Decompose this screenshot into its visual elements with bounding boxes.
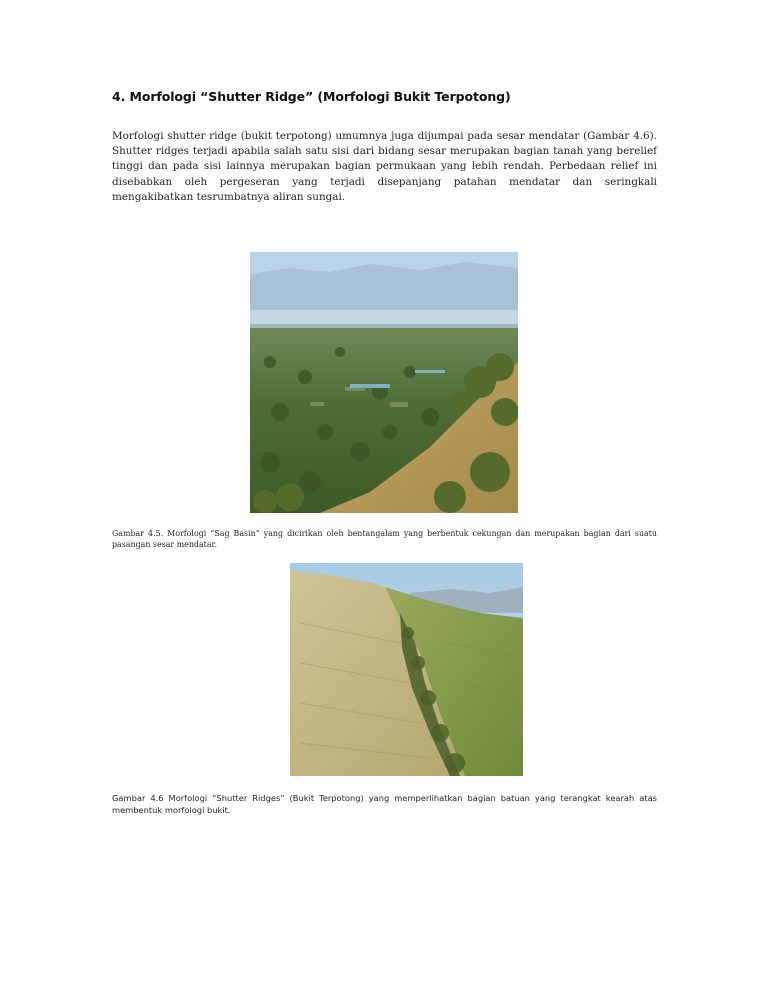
body-paragraph: Morfologi shutter ridge (bukit terpotong) umumnya juga dijumpai pada sesar mendatar (Gambar 4.6). Shutter ridges terjadi apabila salah satu sisi dari bidang sesar merupakan bagian tanah yang berelief tinggi dan pada sisi lainnya merupakan bagian permukaan yang lebih rendah. Perbedaan relief ini disebabkan oleh pergeseran yang terjadi disepanjang patahan mendatar dan seringkali mengakibatkan tesrumbatnya aliran sungai. xyxy=(112,130,657,203)
figure-caption-4-6: Gambar 4.6 Morfologi “Shutter Ridges” (Bukit Terpotong) yang memperlihatkan bagian batuan yang terangkat kearah atas membentuk morfologi bukit. xyxy=(112,793,657,815)
sag-basin-photo xyxy=(250,252,518,513)
section-heading: 4. Morfologi “Shutter Ridge” (Morfologi Bukit Terpotong) xyxy=(112,89,511,104)
figure-caption-4-5: Gambar 4.5. Morfologi “Sag Basin” yang dicirikan oleh bentangalam yang berbentuk cekungan dan merupakan bagian dari suatu pasangan sesar mendatar. xyxy=(112,529,657,549)
shutter-ridge-photo xyxy=(290,563,523,776)
